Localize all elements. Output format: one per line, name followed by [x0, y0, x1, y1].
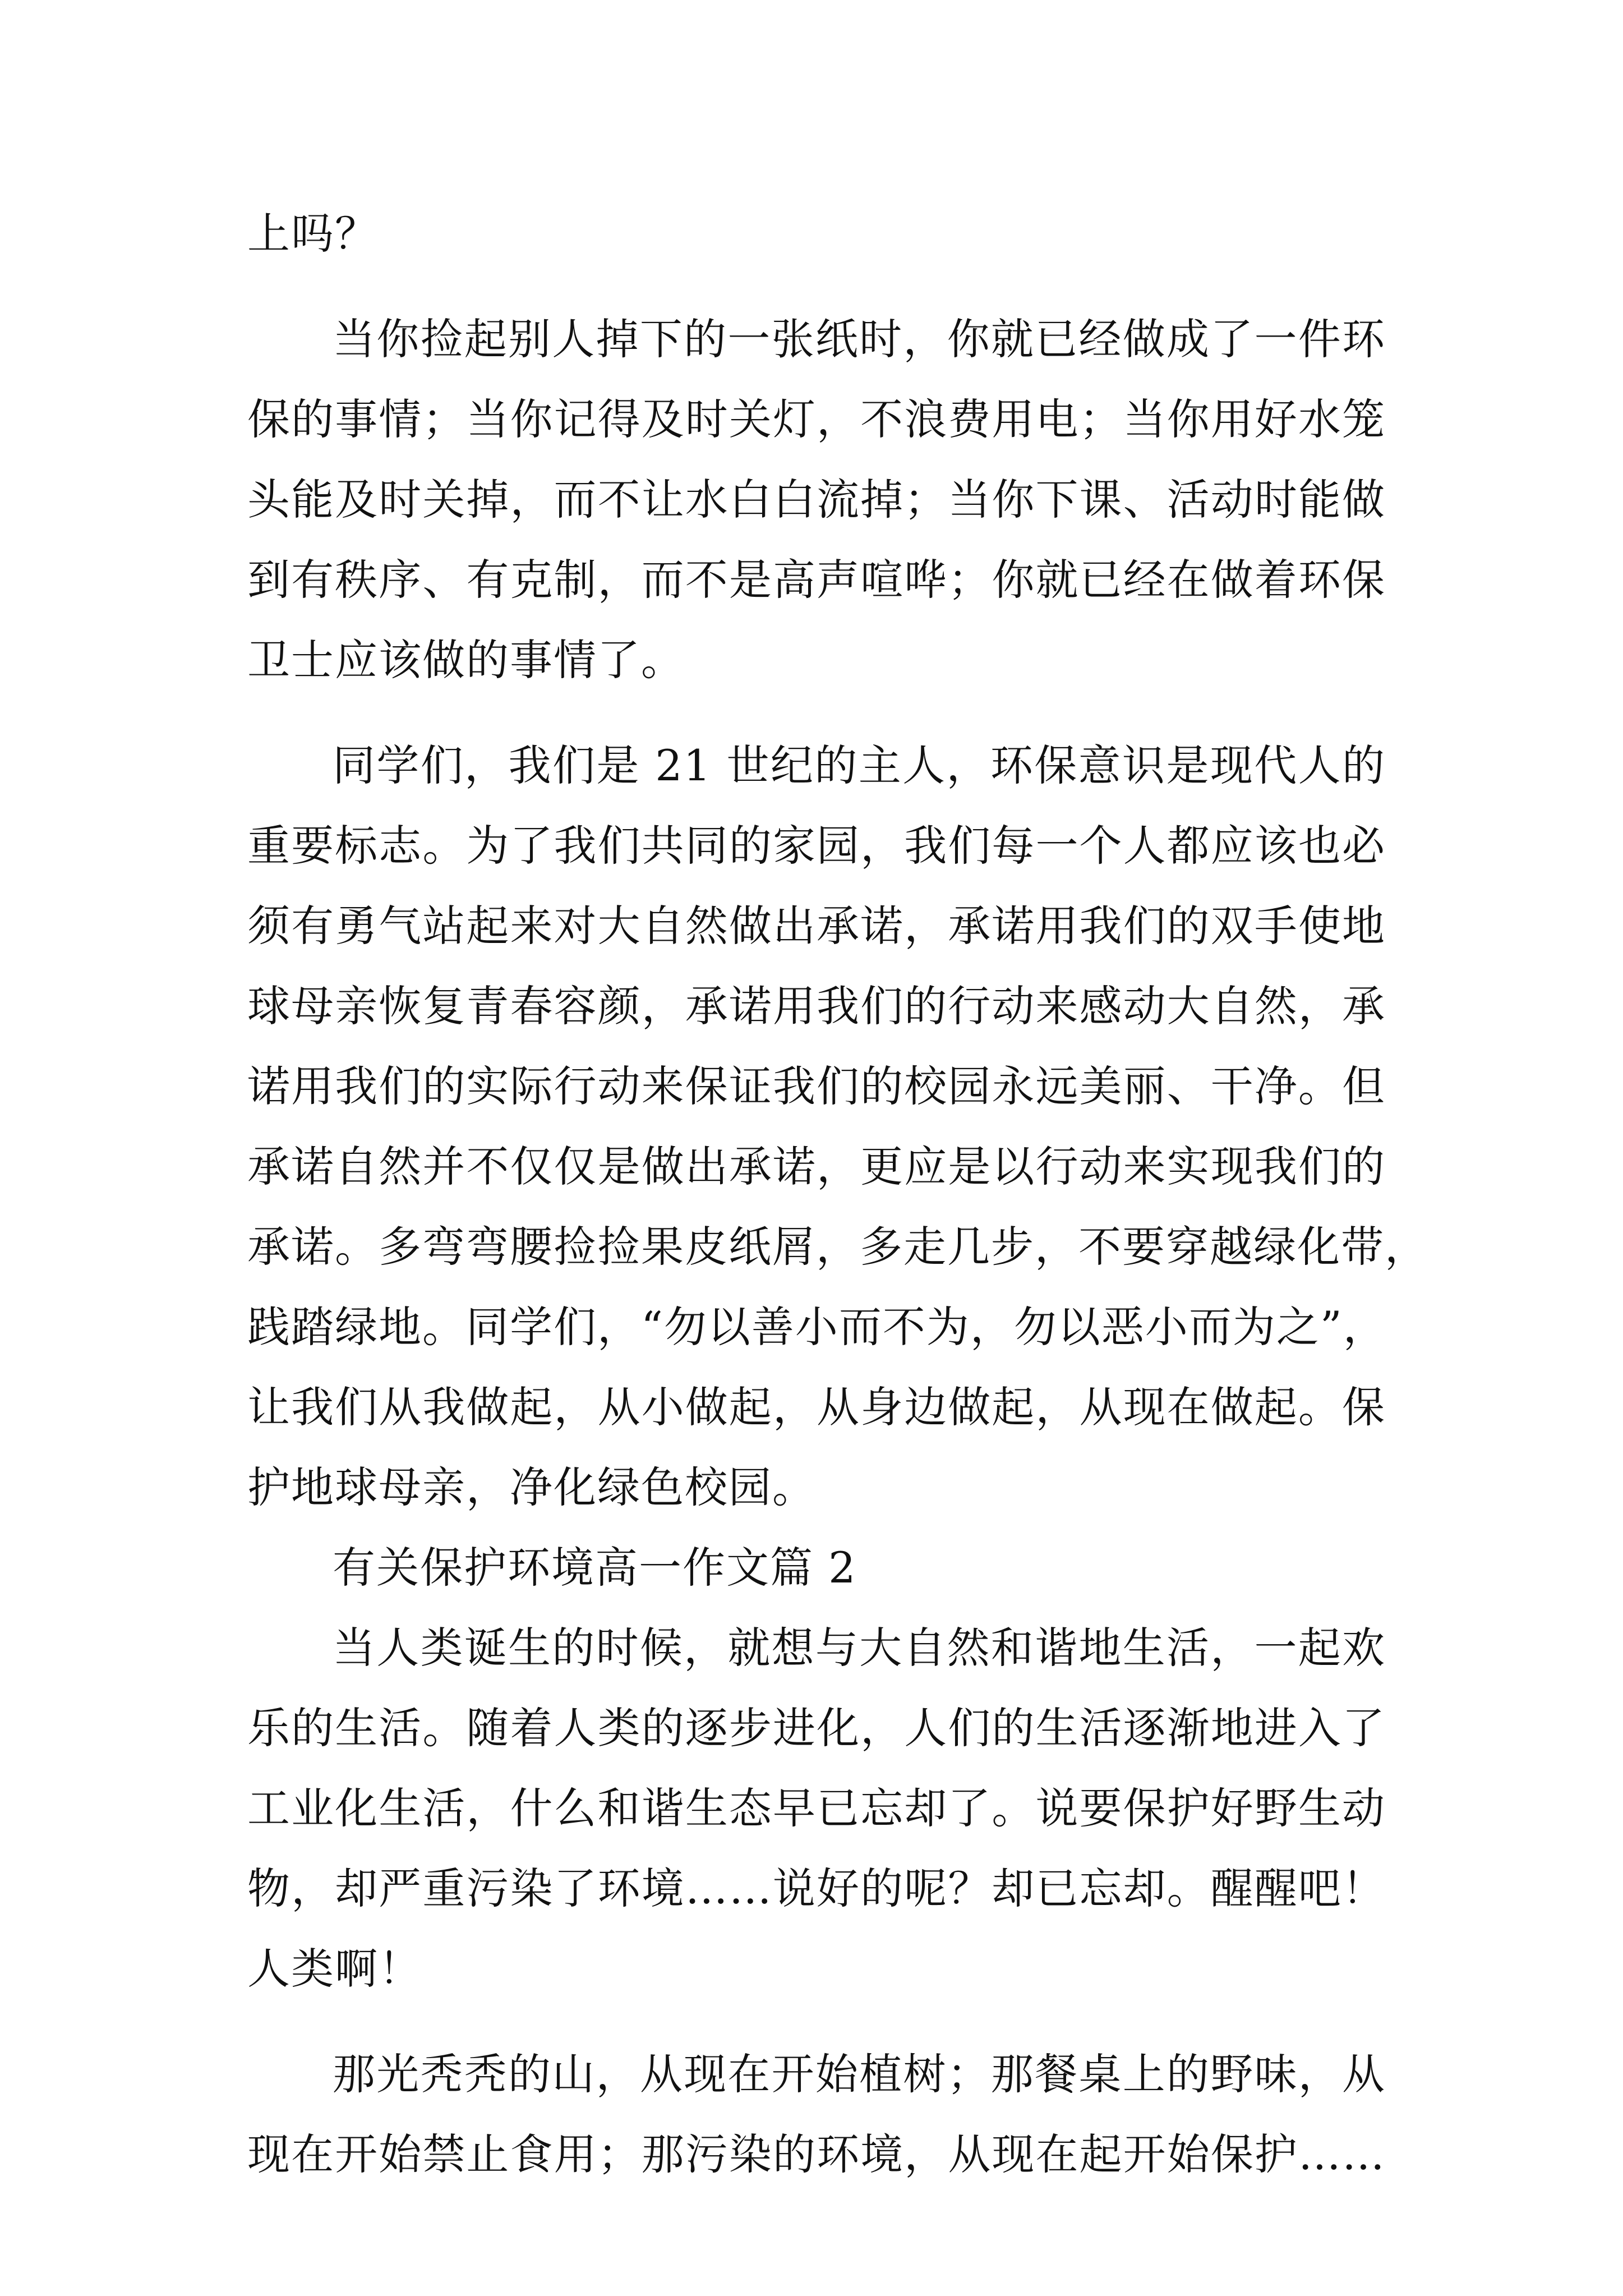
section-heading: [247, 1527, 1386, 1608]
paragraph: [247, 725, 1428, 1527]
text-line: 当人类诞生的时候，就想与大自然和谐地生活，一起欢: [333, 1623, 1386, 1673]
text-line: 护地球母亲，净化绿色校园。: [247, 1462, 816, 1512]
text-line: 乐的生活。随着人类的逐步进化，人们的生活逐渐地进入了: [247, 1703, 1386, 1753]
text-line: 让我们从我做起，从小做起，从身边做起，从现在做起。保: [247, 1382, 1386, 1432]
text-line: 当你捡起别人掉下的一张纸时，你就已经做成了一件环: [333, 314, 1386, 364]
text-line: 头能及时关掉，而不让水白白流掉；当你下课、活动时能做: [247, 475, 1386, 524]
text-line: 现在开始禁止食用；那污染的环境，从现在起开始保护……: [247, 2129, 1386, 2179]
text-line: 球母亲恢复青春容颜，承诺用我们的行动来感动大自然，承: [247, 981, 1386, 1031]
text-line: 保的事情；当你记得及时关灯，不浪费用电；当你用好水笼: [247, 394, 1386, 444]
text-line: 物，却严重污染了环境……说好的呢？却已忘却。醒醒吧！: [247, 1864, 1386, 1913]
text-line: 人类啊！: [247, 1944, 422, 1994]
text-line: 同学们，我们是 21 世纪的主人，环保意识是现代人的: [333, 740, 1386, 790]
paragraph: [247, 1608, 1386, 2009]
heading-text: 有关保护环境高一作文篇 2: [333, 1543, 857, 1593]
paragraph: [247, 194, 1386, 274]
text-line: 工业化生活，什么和谐生态早已忘却了。说要保护好野生动: [247, 1783, 1386, 1833]
text-line: 卫士应该做的事情了。: [247, 635, 685, 685]
text-line: 须有勇气站起来对大自然做出承诺，承诺用我们的双手使地: [247, 901, 1386, 951]
text-line: 承诺。多弯弯腰捡捡果皮纸屑，多走几步，不要穿越绿化带，: [247, 1222, 1428, 1272]
paragraph: [247, 2034, 1386, 2194]
text-line: 那光秃秃的山，从现在开始植树；那餐桌上的野味，从: [333, 2049, 1386, 2099]
text-line: 践踏绿地。同学们，“勿以善小而不为，勿以恶小而为之”，: [247, 1302, 1387, 1352]
text-line: 诺用我们的实际行动来保证我们的校园永远美丽、干净。但: [247, 1061, 1386, 1111]
body-text: [247, 194, 1428, 2194]
paragraph: [247, 299, 1386, 700]
text-line: 上吗？: [247, 209, 379, 259]
text-line: 承诺自然并不仅仅是做出承诺，更应是以行动来实现我们的: [247, 1142, 1386, 1191]
text-line: 到有秩序、有克制，而不是高声喧哗；你就已经在做着环保: [247, 555, 1386, 605]
text-line: 重要标志。为了我们共同的家园，我们每一个人都应该也必: [247, 821, 1386, 871]
